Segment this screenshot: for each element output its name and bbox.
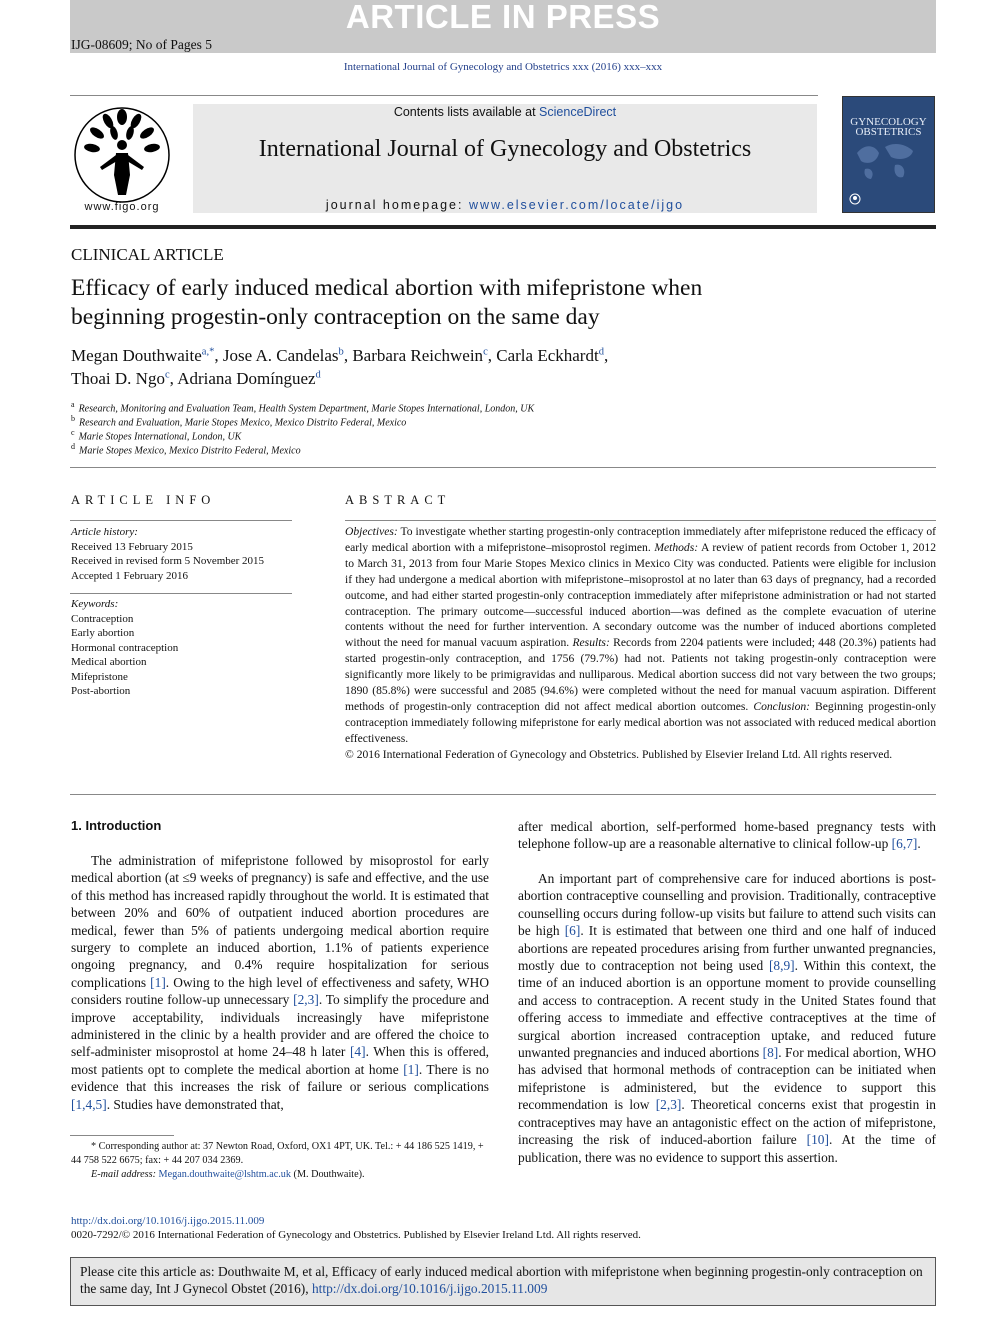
world-map-icon (851, 135, 927, 185)
citation-link[interactable]: [2,3] (655, 1097, 682, 1113)
figo-url[interactable]: www.figo.org (84, 201, 160, 213)
intro-heading: 1. Introduction (71, 818, 162, 833)
abstract-heading: ABSTRACT (345, 493, 451, 507)
keyword-item: Mifepristone (71, 670, 128, 683)
article-info-rule (70, 520, 292, 521)
keyword-item: Hormonal contraception (71, 641, 179, 654)
citation-link[interactable]: [1] (403, 1061, 419, 1077)
section-label: CLINICAL ARTICLE (71, 245, 224, 264)
article-history: Article history: Received 13 February 2015 Received in revised form 5 November 2015 Accepted 1 February 2016 (71, 526, 265, 582)
header-bottom-rule (70, 225, 936, 229)
contents-line: Contents lists available at ScienceDirect (393, 105, 617, 119)
issn-line: 0020-7292/© 2016 International Federation of Gynecology and Obstetrics. Published by Elsevier Ireland Ltd. All rights reserved. (71, 1229, 641, 1241)
journal-cover-thumbnail (842, 96, 935, 213)
figo-logo-icon (70, 103, 174, 217)
footnote-rule (70, 1135, 174, 1136)
citation-link[interactable]: [6] (564, 923, 581, 939)
email-link[interactable]: Megan.douthwaite@lshtm.ac.uk (158, 1169, 291, 1180)
header-top-rule (70, 95, 818, 96)
citation-text: Please cite this article as: Douthwaite M, et al, Efficacy of early induced medical abortion with mifepristone when beginning progestin-only contraception on the same day, Int J Gynecol Obstet (2016), http://dx.doi.org/10.1016/j.ijgo.2015.11.009 (80, 1264, 923, 1296)
keywords-list: Keywords: Contraception Early abortion Hormonal contraception Medical abortion Mifepristone Post-abortion (71, 597, 293, 699)
abstract-bottom-rule (70, 794, 936, 795)
banner-title: ARTICLE IN PRESS (345, 0, 661, 35)
affiliations-rule (70, 467, 936, 468)
figo-mini-logo-icon (849, 193, 861, 205)
journal-title: International Journal of Gynecology and Obstetrics (258, 136, 752, 162)
keyword-item: Medical abortion (71, 656, 147, 668)
keyword-item: Contraception (71, 612, 134, 625)
citation-link[interactable]: [10] (806, 1132, 829, 1148)
keywords-rule (70, 593, 292, 594)
affiliation-a: $^a$ Research, Monitoring and Evaluation Team, Health System Department, Marie Stopes International, London, UK (71, 400, 535, 415)
citation-link[interactable]: [8] (762, 1045, 779, 1061)
intro-paragraph-1: The administration of mifepristone followed by misoprostol for early medical abortion (at ≤9 weeks of pregnancy) is safe and effective, and the use of this method has increased rapidly throughout the world. It is estimated that between 20% and 60% of outpatient induced abortion procedures are medical, fewer than 5% of patients undergoing medical abortion require surgery to complete an induced abortion, 1.1% of patients experience ongoing pregnancy, and 0.4% require hospitalization for serious complications [1]. Owing to the high level of effectiveness and safety, WHO considers routine follow-up unnecessary [2,3]. To simplify the procedure and improve acceptability, individuals increasingly have mifepristone administered in the clinic by a health provider and are offered the choice to self-administer misoprostol at home 24–48 h later [4]. When this is offered, most patients opt to complete the medical abortion at home [1]. There is no evidence that this increases the risk of failure or serious complications [1,4,5]. Studies have demonstrated that, (71, 853, 490, 1112)
citation-link[interactable]: [1] (150, 974, 166, 990)
abstract-rule (345, 520, 936, 521)
journal-homepage: journal homepage: www.elsevier.com/locate/ijgo (325, 198, 685, 212)
affiliation-d: $^d$ Marie Stopes Mexico, Mexico Distrito Federal, Mexico (71, 442, 301, 457)
citation-link[interactable]: [6,7] (891, 836, 918, 852)
citation-doi-link[interactable]: http://dx.doi.org/10.1016/j.ijgo.2015.11.009 (311, 1281, 548, 1296)
article-info-heading: ARTICLE INFO (71, 493, 216, 507)
intro-paragraph-continued: after medical abortion, self-performed home-based pregnancy tests with telephone follow-up are a reasonable alternative to clinical follow-up [6,7]. (518, 819, 936, 852)
sciencedirect-link[interactable]: ScienceDirect (539, 105, 617, 119)
homepage-link[interactable]: www.elsevier.com/locate/ijgo (468, 198, 685, 212)
doi-link[interactable]: http://dx.doi.org/10.1016/j.ijgo.2015.11.009 (71, 1215, 265, 1227)
citation-link[interactable]: [2,3] (293, 992, 319, 1008)
author-list: Megan Douthwaite$^{a,*}$, Jose A. Candelas$^b$, Barbara Reichwein$^c$, Carla Eckhardt$^d$, Thoai D. Ngo$^c$, Adriana Domínguez$^d$ (71, 346, 609, 388)
affiliation-c: $^c$ Marie Stopes International, London, UK (71, 428, 242, 443)
journal-reference[interactable]: International Journal of Gynecology and Obstetrics xxx (2016) xxx–xxx (343, 61, 663, 73)
email-note: E-mail address: Megan.douthwaite@lshtm.ac.uk (M. Douthwaite). (91, 1169, 365, 1180)
manuscript-id: IJG-08609; No of Pages 5 (71, 37, 212, 52)
citation-link[interactable]: [8,9] (768, 958, 795, 974)
citation-link[interactable]: [1,4,5] (71, 1096, 107, 1112)
intro-paragraph-2: An important part of comprehensive care for induced abortions is post-abortion contraceptive counselling and provision. Traditionally, contraceptive counselling occurs during follow-up visits but failure to attend such visits can be high [6]. It is estimated that between one third and one half of induced abortions are repeated procedures arising from further unwanted pregnancies, mostly due to contraception not being used [8,9]. Within this context, the time of an induced abortion is an opportune moment to provide counselling and access to contraception. A recent study in the United States found that offering access to immediate and effective contraceptives at the time of surgical abortion increased contraception uptake, and reduced future unwanted pregnancies and induced abortions [8]. For medical abortion, WHO has advised that hormonal methods of contraception can be initiated when mifepristone is administered, but the evidence to support this recommendation is low [2,3]. Theoretical concerns exist that progestin in contraceptives may have an antagonistic effect on the action of mifepristone, increasing the risk of induced-abortion failure [10]. At the time of publication, there was no evidence to support this assertion. (518, 871, 936, 1165)
keyword-item: Post-abortion (71, 685, 131, 697)
keyword-item: Early abortion (71, 627, 135, 639)
abstract-body: Objectives: To investigate whether starting progestin-only contraception immediately after mifepristone reduced the efficacy of early medical abortion with a mifepristone–misoprostol regimen. Methods: A review of patient records from October 1, 2012 to March 31, 2013 from four Marie Stopes Mexico clinics in Mexico City was conducted. Patients were eligible for inclusion if they had undergone a medical abortion with mifepristone–misoprostol at no later than 63 days of pregnancy, had a recorded outcome, and had either started progestin-only contraception immediately after mifepristone administration or had not started contraception. The primary outcome—successful induced abortion—was defined as the complete evacuation of uterine contents without the need for further intervention. A secondary outcome was the number of induced abortions completed without the need for manual vacuum aspiration. Results: Records from 2204 patients were included; 448 (20.3%) patients had started progestin-only contraception, and 1756 (79.7%) had not. Patients not taking progestin-only contraception were significantly more likely to be primigravidas and nulliparous. Medical abortion success did not vary between the two groups; 1890 (85.8%) were successful and 2085 (94.6%) were completed without the need for manual vacuum aspiration. Different methods of progestin-only contraception did not affect medical abortion outcomes. Conclusion: Beginning progestin-only contraception immediately following mifepristone for early medical abortion was not associated with reduced medical abortion effectiveness. © 2016 International Federation of Gynecology and Obstetrics. Published by Elsevier Ireland Ltd. All rights reserved. (345, 525, 936, 761)
corresponding-author-note: * Corresponding author at: 37 Newton Road, Oxford, OX1 4PT, UK. Tel.: + 44 186 525 1419, + 44 758 522 6675; fax: + 44 207 034 2369. (71, 1141, 484, 1166)
copyright: © 2016 International Federation of Gynecology and Obstetrics. Published by Elsevier Ireland Ltd. All rights reserved. (345, 747, 893, 761)
article-title: Efficacy of early induced medical abortion with mifepristone when beginning progestin-only contraception on the same day (71, 275, 703, 330)
citation-link[interactable]: [4] (349, 1044, 366, 1060)
affiliation-b: $^b$ Research and Evaluation, Marie Stopes Mexico, Mexico Distrito Federal, Mexico (71, 414, 407, 429)
cover-title: GYNECOLOGY OBSTETRICS (850, 116, 927, 138)
